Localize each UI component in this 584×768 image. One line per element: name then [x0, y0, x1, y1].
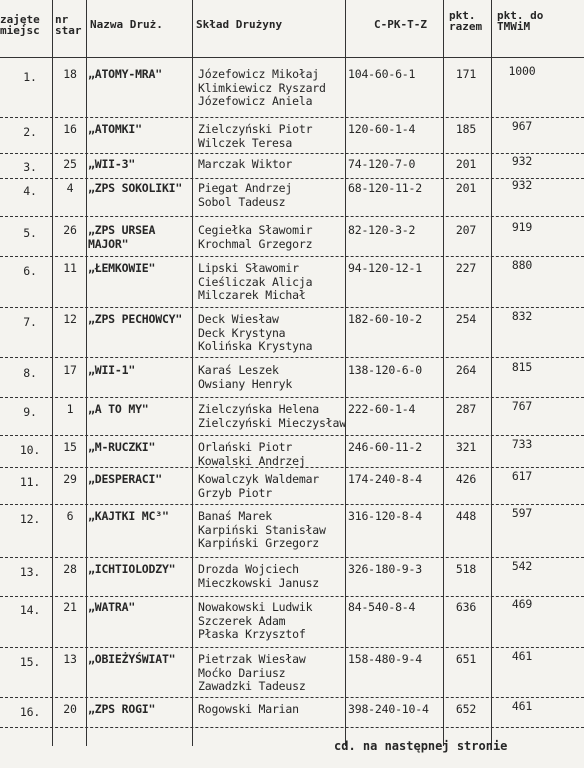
row-members [198, 68, 348, 109]
row-tmwim-points: 461 [511, 649, 533, 663]
row-separator [0, 397, 584, 398]
row-separator [0, 117, 584, 118]
row-place: 14. [19, 603, 41, 617]
member-name: Cegiełka Sławomir [198, 223, 313, 237]
member-name: Drozda Wojciech [198, 562, 299, 576]
row-tmwim-points: 469 [511, 597, 533, 611]
team-name-line: „ICHTIOLODZY" [88, 562, 176, 576]
row-separator [0, 178, 584, 179]
row-tmwim-points: 967 [511, 119, 533, 133]
row-start-number: 18 [63, 67, 77, 81]
row-start-number: 20 [63, 702, 77, 716]
team-name-line: „KAJTKI MC³" [88, 509, 169, 523]
row-start-number: 15 [63, 440, 77, 454]
member-name: Zielczyńska Helena [198, 402, 320, 416]
header-tmwim: pkt. do TMWiM [497, 9, 544, 33]
team-name-line: „OBIEŻYŚWIAT" [88, 652, 176, 666]
member-name: Zielczyński Mieczysław [198, 415, 346, 430]
row-tmwim-points: 815 [511, 360, 533, 374]
row-members [198, 441, 348, 468]
row-score: 222-60-1-4 [348, 402, 416, 416]
row-place: 6. [23, 264, 37, 278]
member-name: Marczak Wiktor [198, 157, 293, 171]
row-members [198, 158, 348, 172]
row-points-total: 171 [455, 67, 477, 81]
row-team-name [88, 262, 198, 276]
member-name: Cieśliczak Alicja [198, 274, 313, 289]
row-place: 10. [19, 443, 41, 457]
row-tmwim-points: 617 [511, 469, 533, 483]
row-score: 326-180-9-3 [348, 562, 422, 576]
row-separator [0, 596, 584, 597]
row-members [198, 473, 348, 500]
member-name: Kowalczyk Waldemar [198, 472, 320, 486]
row-place: 3. [23, 160, 37, 174]
row-start-number: 28 [63, 562, 77, 576]
row-tmwim-points: 597 [511, 506, 533, 520]
header-score: C-PK-T-Z [374, 18, 427, 31]
row-tmwim-points: 461 [511, 699, 533, 713]
member-name: Deck Krystyna [198, 325, 286, 340]
row-points-total: 448 [455, 509, 477, 523]
member-name: Karpiński Grzegorz [198, 536, 320, 550]
row-points-total: 518 [455, 562, 477, 576]
team-name-line: „WII-1" [88, 363, 136, 377]
row-score: 94-120-12-1 [348, 261, 422, 275]
member-name: Szczerek Adam [198, 613, 286, 628]
row-start-number: 12 [63, 312, 77, 326]
row-start-number: 25 [63, 157, 77, 171]
row-points-total: 185 [455, 122, 477, 136]
row-points-total: 227 [455, 261, 477, 275]
continued-note: cd. na następnej stronie [334, 739, 508, 753]
row-score: 120-60-1-4 [348, 122, 416, 136]
member-name: Piegat Andrzej [198, 181, 293, 195]
member-name: Karpiński Stanisław [198, 522, 326, 537]
team-name-line: „DESPERACI" [88, 472, 162, 486]
row-members [198, 123, 348, 150]
row-separator [0, 504, 584, 505]
row-separator [0, 256, 584, 257]
row-members [198, 182, 348, 209]
row-points-total: 201 [455, 181, 477, 195]
row-place: 8. [23, 366, 37, 380]
row-tmwim-points: 832 [511, 309, 533, 323]
row-team-name [88, 441, 198, 455]
row-team-name [88, 182, 198, 196]
row-members [198, 703, 348, 717]
row-place: 4. [23, 184, 37, 198]
row-separator [0, 697, 584, 698]
row-members [198, 313, 348, 354]
row-place: 2. [23, 125, 37, 139]
member-name: Nowakowski Ludwik [198, 600, 313, 614]
member-name: Kolińska Krystyna [198, 339, 313, 353]
row-place: 16. [19, 705, 41, 719]
row-points-total: 264 [455, 363, 477, 377]
member-name: Karaś Leszek [198, 363, 279, 377]
row-points-total: 254 [455, 312, 477, 326]
row-members [198, 262, 348, 303]
row-separator [0, 557, 584, 558]
row-points-total: 636 [455, 600, 477, 614]
member-name: Owsiany Henryk [198, 376, 293, 391]
row-tmwim-points: 919 [511, 220, 533, 234]
member-name: Wilczek Teresa [198, 135, 293, 150]
row-separator [0, 467, 584, 468]
row-start-number: 1 [66, 402, 74, 416]
row-score: 74-120-7-0 [348, 157, 416, 171]
row-tmwim-points: 1000 [508, 64, 536, 78]
row-place: 1. [23, 70, 37, 84]
team-name-line: „ŁEMKOWIE" [88, 261, 156, 275]
row-score: 68-120-11-2 [348, 181, 422, 195]
row-team-name [88, 601, 198, 615]
row-place: 12. [19, 512, 41, 526]
row-score: 82-120-3-2 [348, 223, 416, 237]
row-team-name [88, 123, 198, 137]
member-name: Banaś Marek [198, 509, 272, 523]
team-name-line: „ZPS ROGI" [88, 702, 156, 716]
row-start-number: 26 [63, 223, 77, 237]
member-name: Kowalski Andrzej [198, 453, 306, 468]
row-tmwim-points: 880 [511, 258, 533, 272]
row-tmwim-points: 542 [511, 559, 533, 573]
row-separator [0, 647, 584, 648]
row-team-name [88, 563, 198, 577]
row-team-name [88, 364, 198, 378]
row-members [198, 510, 348, 551]
team-name-line: „ZPS SOKOLIKI" [88, 181, 183, 195]
row-team-name [88, 313, 198, 327]
header-nr: nr star [55, 13, 82, 37]
row-separator [0, 727, 584, 728]
row-start-number: 16 [63, 122, 77, 136]
row-score: 138-120-6-0 [348, 363, 422, 377]
row-team-name [88, 653, 198, 667]
team-name-line: „M-RUCZKI" [88, 440, 156, 454]
row-place: 5. [23, 226, 37, 240]
member-name: Płaska Krzysztof [198, 627, 306, 641]
team-name-line: „ATOMY-MRA" [88, 67, 162, 81]
row-separator [0, 307, 584, 308]
row-separator [0, 435, 584, 436]
row-score: 182-60-10-2 [348, 312, 422, 326]
member-name: Orlański Piotr [198, 440, 293, 454]
member-name: Zawadzki Tadeusz [198, 679, 306, 693]
member-name: Klimkiewicz Ryszard [198, 80, 326, 95]
team-name-line: MAJOR" [88, 236, 129, 251]
row-score: 246-60-11-2 [348, 440, 422, 454]
row-points-total: 652 [455, 702, 477, 716]
team-name-line: „A TO MY" [88, 402, 149, 416]
team-name-line: „ZPS PECHOWCY" [88, 312, 183, 326]
row-score: 398-240-10-4 [348, 702, 429, 716]
row-members [198, 364, 348, 391]
member-name: Mieczkowski Janusz [198, 575, 320, 590]
row-members [198, 601, 348, 642]
header-members: Skład Drużyny [196, 18, 283, 31]
member-name: Józefowicz Aniela [198, 94, 313, 108]
row-team-name [88, 703, 198, 717]
row-place: 11. [19, 475, 41, 489]
header-team: Nazwa Druż. [90, 18, 163, 31]
row-score: 104-60-6-1 [348, 67, 416, 81]
row-start-number: 11 [63, 261, 77, 275]
row-separator [0, 357, 584, 358]
team-name-line: „ZPS URSEA [88, 223, 156, 237]
member-name: Grzyb Piotr [198, 485, 272, 500]
row-team-name [88, 68, 198, 82]
row-team-name [88, 510, 198, 524]
row-team-name [88, 473, 198, 487]
row-score: 84-540-8-4 [348, 600, 416, 614]
row-points-total: 287 [455, 402, 477, 416]
row-points-total: 207 [455, 223, 477, 237]
member-name: Moćko Dariusz [198, 665, 286, 680]
row-members [198, 224, 348, 251]
row-tmwim-points: 733 [511, 437, 533, 451]
team-name-line: „ATOMKI" [88, 122, 142, 136]
header-pkt: pkt. razem [449, 9, 483, 33]
row-start-number: 13 [63, 652, 77, 666]
row-points-total: 426 [455, 472, 477, 486]
row-team-name [88, 224, 198, 251]
row-tmwim-points: 932 [511, 154, 533, 168]
row-team-name [88, 403, 198, 417]
member-name: Krochmal Grzegorz [198, 236, 313, 251]
member-name: Zielczyński Piotr [198, 122, 313, 136]
member-name: Rogowski Marian [198, 702, 299, 716]
member-name: Lipski Sławomir [198, 261, 299, 275]
row-separator [0, 216, 584, 217]
row-place: 9. [23, 405, 37, 419]
row-members [198, 403, 348, 430]
row-place: 7. [23, 315, 37, 329]
row-tmwim-points: 767 [511, 399, 533, 413]
row-start-number: 21 [63, 600, 77, 614]
member-name: Pietrzak Wiesław [198, 652, 306, 666]
header-place: zajęte miejsc [0, 13, 40, 37]
row-members [198, 653, 348, 694]
row-score: 316-120-8-4 [348, 509, 422, 523]
row-points-total: 321 [455, 440, 477, 454]
row-start-number: 6 [66, 509, 74, 523]
member-name: Milczarek Michał [198, 288, 306, 302]
member-name: Deck Wiesław [198, 312, 279, 326]
row-score: 158-480-9-4 [348, 652, 422, 666]
row-members [198, 563, 348, 590]
row-team-name [88, 158, 198, 172]
row-separator [0, 153, 584, 154]
row-place: 13. [19, 565, 41, 579]
row-place: 15. [19, 655, 41, 669]
member-name: Józefowicz Mikołaj [198, 67, 320, 81]
row-points-total: 651 [455, 652, 477, 666]
row-start-number: 29 [63, 472, 77, 486]
row-score: 174-240-8-4 [348, 472, 422, 486]
team-name-line: „WII-3" [88, 157, 136, 171]
row-start-number: 4 [66, 181, 74, 195]
row-start-number: 17 [63, 363, 77, 377]
row-separator [0, 57, 584, 58]
row-tmwim-points: 932 [511, 178, 533, 192]
member-name: Sobol Tadeusz [198, 194, 286, 209]
row-points-total: 201 [455, 157, 477, 171]
team-name-line: „WATRA" [88, 600, 136, 614]
